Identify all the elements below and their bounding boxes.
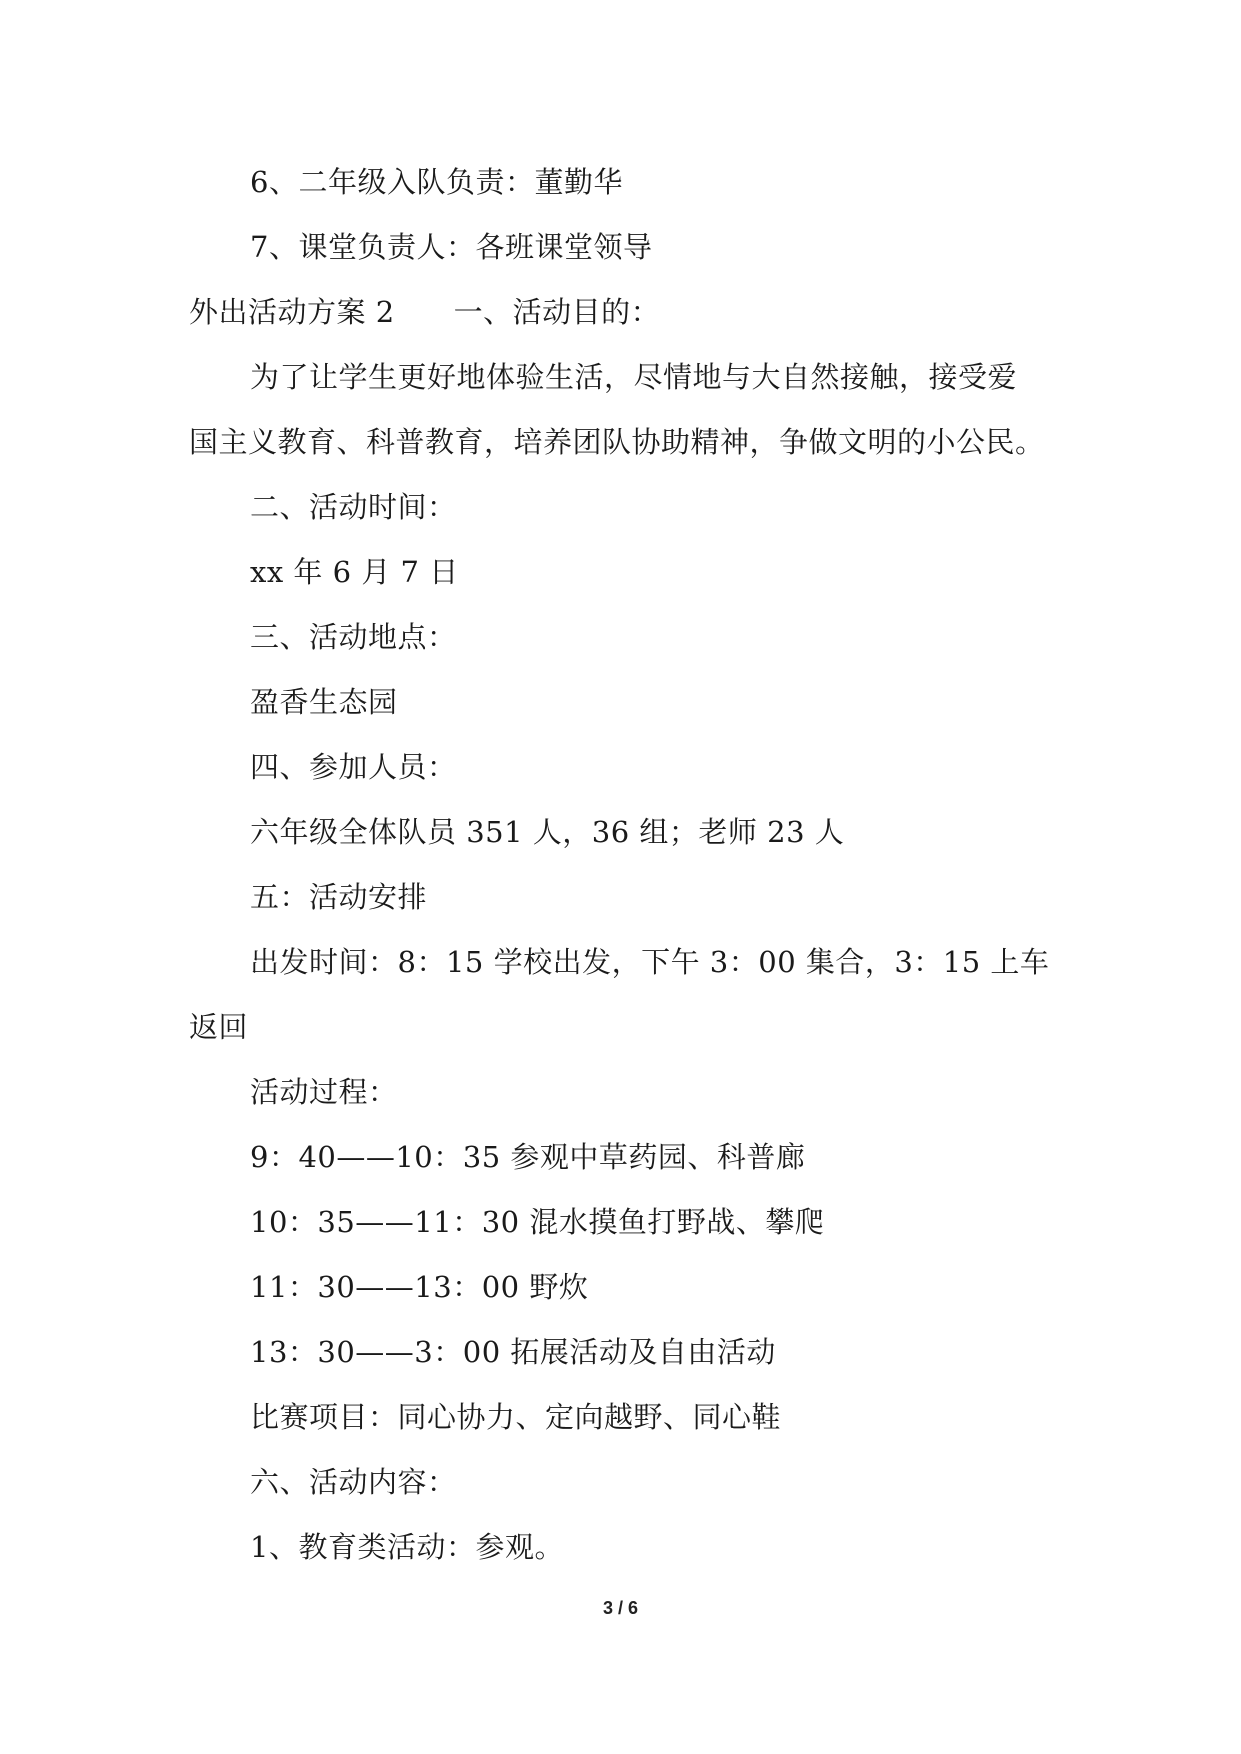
text-line: 11：30——13：00 野炊 <box>250 1270 589 1304</box>
text-line: 返回 <box>189 1010 249 1044</box>
text-line: 出发时间：8：15 学校出发，下午 3：00 集合，3：15 上车 <box>250 945 1050 979</box>
text-line: 为了让学生更好地体验生活，尽情地与大自然接触，接受爱 <box>250 360 1018 394</box>
text-line: 二、活动时间： <box>250 490 457 524</box>
text-line: 7、课堂负责人：各班课堂领导 <box>250 230 653 264</box>
text-line: 三、活动地点： <box>250 620 457 654</box>
text-line: xx 年 6 月 7 日 <box>250 555 459 589</box>
text-line: 六年级全体队员 351 人，36 组；老师 23 人 <box>250 815 845 849</box>
text-line: 六、活动内容： <box>250 1465 457 1499</box>
text-line: 9：40——10：35 参观中草药园、科普廊 <box>250 1140 806 1174</box>
text-line: 四、参加人员： <box>250 750 457 784</box>
text-line: 比赛项目：同心协力、定向越野、同心鞋 <box>250 1400 782 1434</box>
text-line: 五：活动安排 <box>250 880 428 914</box>
text-line: 国主义教育、科普教育，培养团队协助精神，争做文明的小公民。 <box>189 425 1045 459</box>
page-number: 3 / 6 <box>602 1598 639 1618</box>
text-line: 13：30——3：00 拓展活动及自由活动 <box>250 1335 776 1369</box>
text-line: 1、教育类活动：参观。 <box>250 1530 564 1564</box>
section-heading: 外出活动方案 2 一、活动目的： <box>189 295 661 329</box>
text-line: 10：35——11：30 混水摸鱼打野战、攀爬 <box>250 1205 825 1239</box>
text-line: 6、二年级入队负责：董勤华 <box>250 165 623 199</box>
text-line: 盈香生态园 <box>250 685 398 719</box>
text-line: 活动过程： <box>250 1075 398 1109</box>
